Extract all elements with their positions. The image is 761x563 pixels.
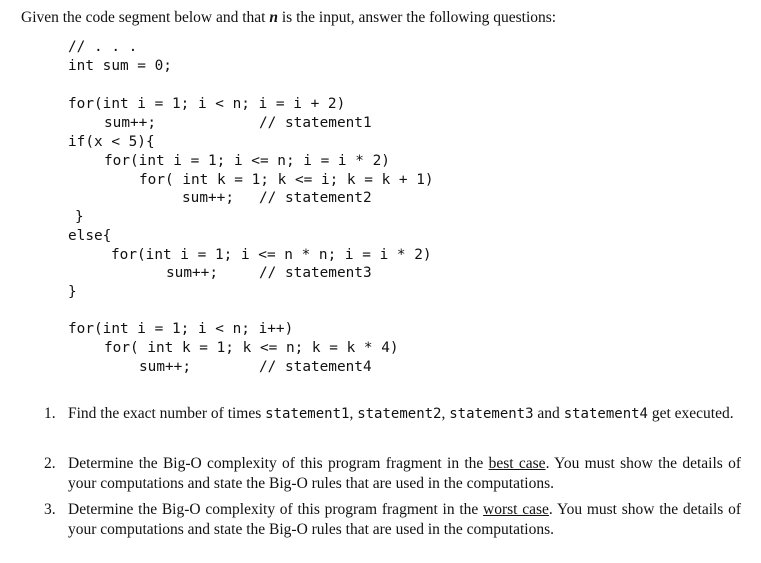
question-1-tail: get executed.: [647, 405, 734, 422]
question-1-text: [68, 404, 741, 425]
code-loop3-body: sum++;: [166, 265, 218, 281]
code-loop4-inner-header: for( int k = 1; k <= n; k = k * 4): [104, 340, 399, 356]
code-loop1-body: sum++;: [104, 115, 156, 131]
code-comment-statement3: // statement3: [259, 265, 372, 281]
best-case-underlined: best case: [488, 455, 546, 472]
question-2-text: [68, 454, 741, 493]
code-loop3-header: for(int i = 1; i <= n * n; i = i * 2): [111, 247, 432, 263]
statement2-ref: statement2: [357, 406, 442, 422]
code-loop2-outer-header: for(int i = 1; i <= n; i = i * 2): [104, 153, 390, 169]
question-1-sep-1: ,: [349, 405, 358, 422]
intro-before: Given the code segment below and that: [21, 9, 270, 26]
code-if-header: if(x < 5){: [68, 134, 155, 150]
question-3-text: [68, 500, 741, 539]
question-1-number: 1.: [44, 405, 56, 422]
code-if-close-brace: }: [75, 209, 84, 225]
code-comment-statement4: // statement4: [259, 359, 372, 375]
code-loop4-outer-header: for(int i = 1; i < n; i++): [68, 321, 294, 337]
code-sum-declaration: int sum = 0;: [68, 58, 172, 74]
code-else-close-brace: }: [68, 284, 77, 300]
question-2-lead: Determine the Big-O complexity of this program fragment in the: [68, 455, 489, 472]
intro-variable-n: n: [269, 9, 278, 26]
code-loop2-inner-header: for( int k = 1; k <= i; k = k + 1): [139, 172, 434, 188]
intro-text: [21, 9, 556, 27]
worst-case-underlined: worst case: [483, 501, 549, 518]
code-loop2-body: sum++;: [182, 190, 234, 206]
question-1-sep-3: and: [533, 405, 564, 422]
code-loop1-header: for(int i = 1; i < n; i = i + 2): [68, 96, 346, 112]
code-comment-statement1: // statement1: [259, 115, 372, 131]
statement1-ref: statement1: [265, 406, 350, 422]
code-loop4-body: sum++;: [139, 359, 191, 375]
question-1-lead: Find the exact number of times: [68, 405, 266, 422]
question-2-number: 2.: [44, 455, 56, 472]
code-else-header: else{: [68, 228, 112, 244]
question-3-lead: Determine the Big-O complexity of this program fragment in the: [68, 501, 484, 518]
code-comment-statement2: // statement2: [259, 190, 372, 206]
code-comment-ellipsis: // . . .: [68, 39, 138, 55]
statement4-ref: statement4: [563, 406, 648, 422]
question-2-tail: . You must show the details of your computations and state the Big-O rules that are used in the computations.: [68, 455, 742, 492]
question-3-number: 3.: [44, 501, 56, 518]
intro-after: is the input, answer the following questions:: [277, 9, 557, 26]
question-1-sep-2: ,: [441, 405, 450, 422]
statement3-ref: statement3: [449, 406, 534, 422]
question-3-tail: . You must show the details of your computations and state the Big-O rules that are used in the computations.: [68, 501, 741, 538]
